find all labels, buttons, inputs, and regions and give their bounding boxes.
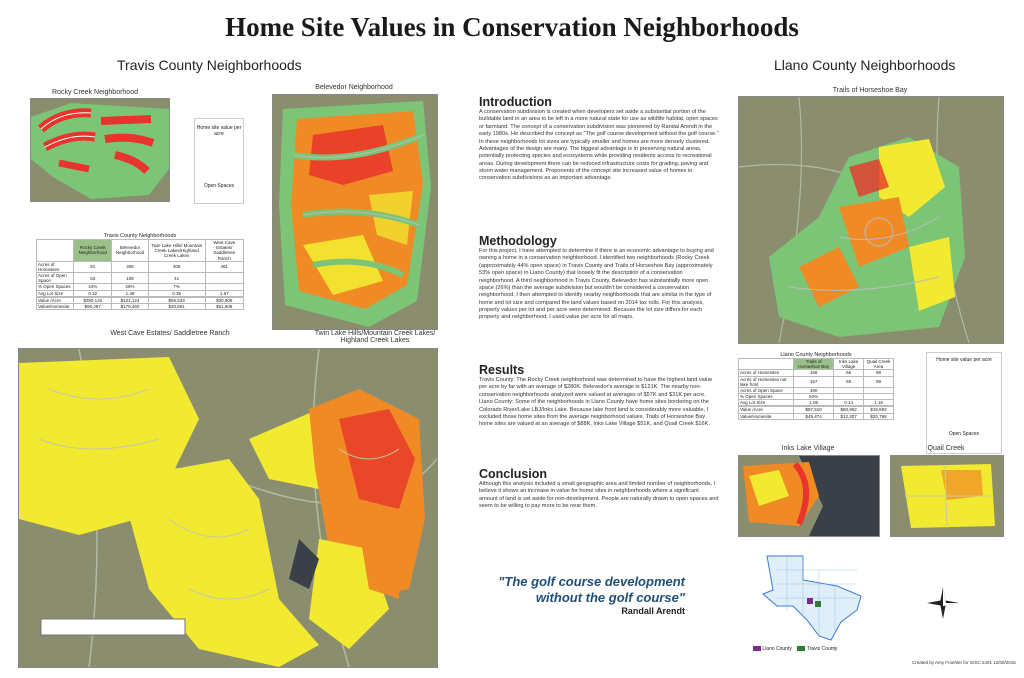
inks-label: Inks Lake Village	[781, 445, 835, 452]
west-cave-label: West Cave Estates/ Saddletree Ranch	[110, 330, 230, 337]
llano-legend-open-spaces: Open Spaces	[948, 431, 980, 437]
travis-county-heading: Travis County Neighborhoods	[117, 57, 302, 73]
table-cell: $30,908	[205, 297, 243, 303]
conclusion-block	[479, 467, 719, 511]
table-cell: $20,798	[864, 413, 894, 419]
results-paragraph-1: Travis County: The Rocky Creek neighborhood was determined to have the highest land value per acre by far with an average of $280K. Belevedor's average is $121K. The nearby non-conservation neighborhoods analyzed were valued at averages of $57K and $31K per acre.	[479, 377, 713, 398]
travis-value-legend	[194, 118, 244, 204]
table-cell: 53%	[794, 394, 834, 400]
table-row	[739, 376, 894, 387]
table-cell: Acres of Homesites	[739, 370, 794, 376]
north-arrow-icon	[926, 586, 960, 620]
table-cell: % Open Spaces	[37, 284, 74, 290]
inks-map	[738, 455, 880, 537]
trails-label: Trails of Horseshoe Bay	[832, 87, 908, 94]
table-cell: 1.05	[794, 400, 834, 406]
table-column-header: Belevedor Neighborhood	[112, 240, 149, 262]
belevedor-map	[272, 94, 438, 330]
table-cell: 66	[834, 370, 864, 376]
results-block	[479, 363, 719, 429]
table-cell: 26%	[112, 284, 149, 290]
table-row	[739, 407, 894, 413]
table-row	[37, 261, 244, 272]
travis-table-title: Travis County Neighborhoods	[103, 233, 177, 239]
table-column-header: Trails of Horseshoe Bay	[794, 359, 834, 370]
table-cell: Value/Homesite	[37, 303, 74, 309]
table-cell: Avg Lot Size	[739, 400, 794, 406]
table-row	[37, 303, 244, 309]
table-cell: 41	[148, 273, 205, 284]
table-row	[739, 413, 894, 419]
arendt-quote: "The golf course development without the golf course"	[498, 574, 685, 606]
llano-table	[738, 352, 894, 420]
table-cell: $15,693	[864, 407, 894, 413]
llano-county-heading: Llano County Neighborhoods	[774, 57, 956, 73]
table-cell: Value /Acre	[739, 407, 794, 413]
table-cell: $87,510	[794, 407, 834, 413]
methodology-heading: Methodology	[479, 234, 557, 248]
table-cell: 190	[794, 387, 834, 393]
results-heading: Results	[479, 363, 525, 377]
table-column-header: Rocky Creek Neighborhood	[74, 240, 112, 262]
table-cell: 99	[864, 370, 894, 376]
table-cell: $45,474	[794, 413, 834, 419]
travis-legend-title: Home site value per acre	[196, 125, 242, 137]
table-cell: 0.14	[834, 400, 864, 406]
table-cell: 99	[864, 376, 894, 387]
travis-legend-open-spaces: Open Spaces	[203, 183, 235, 189]
table-cell: 406	[148, 261, 205, 272]
table-header-row	[37, 240, 244, 262]
table-cell: Acres of Homesites	[37, 261, 74, 272]
texas-legend-travis: Travis County	[806, 646, 838, 652]
table-cell: 108	[112, 273, 149, 284]
introduction-paragraph-1: A conservation subdivision is created when developers set aside a substantial portion of the buildable land in an area to be left in a more natural state for use as wildlife habitat, open spaces or farmland. The concept of a conservation subdivision was pioneered by Randal Arendt in the early 1980s. He described the concept as "The golf course development without the golf course." In these neighborhoods lot sizes are typically smaller and homes are more densely clustered.	[479, 109, 719, 145]
quail-label: Quail Creek	[927, 445, 965, 452]
table-column-header: Quail Creek Area	[864, 359, 894, 370]
travis-table	[36, 233, 244, 310]
poster-title: Home Site Values in Conservation Neighborhoods	[225, 12, 799, 42]
texas-legend-llano: Llano County	[762, 646, 792, 652]
llano-table-title: Llano County Neighborhoods	[780, 352, 852, 358]
table-cell: $90,287	[74, 303, 112, 309]
methodology-paragraph: For this project, I have attempted to determine if there is an economic advantage to buying and owning a home in a conservation neighborhood. I identified two neighborhoods (Rocky Creek (approximately 44% open space) in Travis County and Trails of Horseshoe Bay (approximately 53% open space) in Llano County) that loosely fit the description of a conservation neighborhood. A third neighborhood in Travis County, Belevedor has substantially more open space (26%) than the average subdivision but wouldn't be considered a conservation neighborhood. I then attempted to identify nearby neighborhoods that are similar in the type of home and lot size and compared the land values based on 2014 tax rolls. For this analysis, property values per lot and per acre were determined. Because the lot size differs for each property and neighborhood, I used value per acre for all maps.	[479, 248, 714, 321]
table-cell: $51,608	[205, 303, 243, 309]
table-cell: 7%	[148, 284, 205, 290]
twin-lake-label: Twin Lake Hills/Mountain Creek Lakes/ Highland Creek Lakes	[314, 330, 436, 344]
table-cell: Avg Lot Size	[37, 290, 74, 296]
table-cell: $20,501	[148, 303, 205, 309]
table-column-header	[37, 240, 74, 262]
conclusion-paragraph: Although this analysis included a small geographic area and limited number of neighborhoods, I believe it shows an increase in value for home sites in neighborhoods where a significant amount of land is set aside for non-development. People are naturally drawn to open spaces and seem to be willing to pay more to be near them.	[479, 481, 719, 510]
table-cell: $179,460	[112, 303, 149, 309]
table-cell: 44%	[74, 284, 112, 290]
llano-legend-title: Home site value per acre	[936, 357, 992, 363]
travis-values-table	[36, 239, 244, 310]
table-cell: 157	[794, 376, 834, 387]
table-cell: Acres of Open Space	[739, 387, 794, 393]
introduction-heading: Introduction	[479, 95, 552, 109]
table-cell: Value /Acre	[37, 297, 74, 303]
introduction-paragraph-2: Advantages of the design are many. The biggest advantage is in preserving natural areas, potentially protecting species and ecosystems while providing residents access to recreational areas. During development there can be reduced infrastructure costs for grading, paving and storm water management. Proponents of the concept site increased value of homes in conservation subdivisions as an important advantage.	[479, 145, 712, 182]
table-header-row	[739, 359, 894, 370]
table-cell: 166	[794, 370, 834, 376]
table-cell: % Open Spaces	[739, 394, 794, 400]
rocky-creek-label: Rocky Creek Neighborhood	[52, 89, 138, 96]
trails-map	[738, 96, 1004, 344]
travis-swatch	[797, 646, 805, 651]
table-cell: $121,124	[112, 297, 149, 303]
llano-value-legend	[926, 352, 1002, 454]
table-cell: $12,307	[834, 413, 864, 419]
table-cell: 0.32	[74, 290, 112, 296]
table-cell: $50,902	[834, 407, 864, 413]
table-cell: Value/Homesite	[739, 413, 794, 419]
table-cell: 1.16	[864, 400, 894, 406]
table-cell: 1.48	[112, 290, 149, 296]
table-cell: 81	[74, 261, 112, 272]
table-cell	[205, 273, 243, 284]
author-credit: Created by Amy Froehler for GISC 2401 12/09/2015	[912, 660, 1016, 665]
results-paragraph-2: Llano County: Some of the neighborhoods in Llano County have home sites bordering on the Colorado River/Lake LBJ/Inks Lake. Because lake front land is considerably more valuable, I excluded those home sites from the average neighborhood values. Trails of Horseshoe Bay home sites are valued at an average of $88K, Inks Lake Village $51K, and Quail Creek $16K.	[479, 399, 710, 428]
table-cell: Acres of Homesites not lake front	[739, 376, 794, 387]
table-column-header: West Cave Estates/ Saddletree Ranch	[205, 240, 243, 262]
table-cell: $280,132	[74, 297, 112, 303]
table-cell: 1.67	[205, 290, 243, 296]
table-row	[37, 273, 244, 284]
conclusion-heading: Conclusion	[479, 467, 548, 481]
table-cell: 0.36	[148, 290, 205, 296]
travis-large-map	[18, 348, 438, 668]
methodology-block	[479, 234, 719, 322]
quote-author: Randall Arendt	[621, 606, 685, 616]
table-cell: $56,533	[148, 297, 205, 303]
table-column-header	[739, 359, 794, 370]
table-cell: 491	[205, 261, 243, 272]
text-column	[479, 95, 719, 183]
rocky-creek-map	[30, 98, 170, 202]
table-cell: Acres of Open Space	[37, 273, 74, 284]
table-column-header: Twin Lake Hills/ Mountain Creek Lakes/Highland Creek Lakes	[148, 240, 205, 262]
table-cell: 63	[74, 273, 112, 284]
quail-map	[890, 455, 1004, 537]
texas-locator-map	[757, 550, 867, 642]
llano-values-table	[738, 358, 894, 420]
belevedor-label: Belevedor Neighborhood	[315, 84, 393, 91]
table-cell: 306	[112, 261, 149, 272]
texas-legend	[753, 646, 837, 652]
table-cell: 66	[834, 376, 864, 387]
llano-swatch	[753, 646, 761, 651]
table-column-header: Inks Lake Village	[834, 359, 864, 370]
